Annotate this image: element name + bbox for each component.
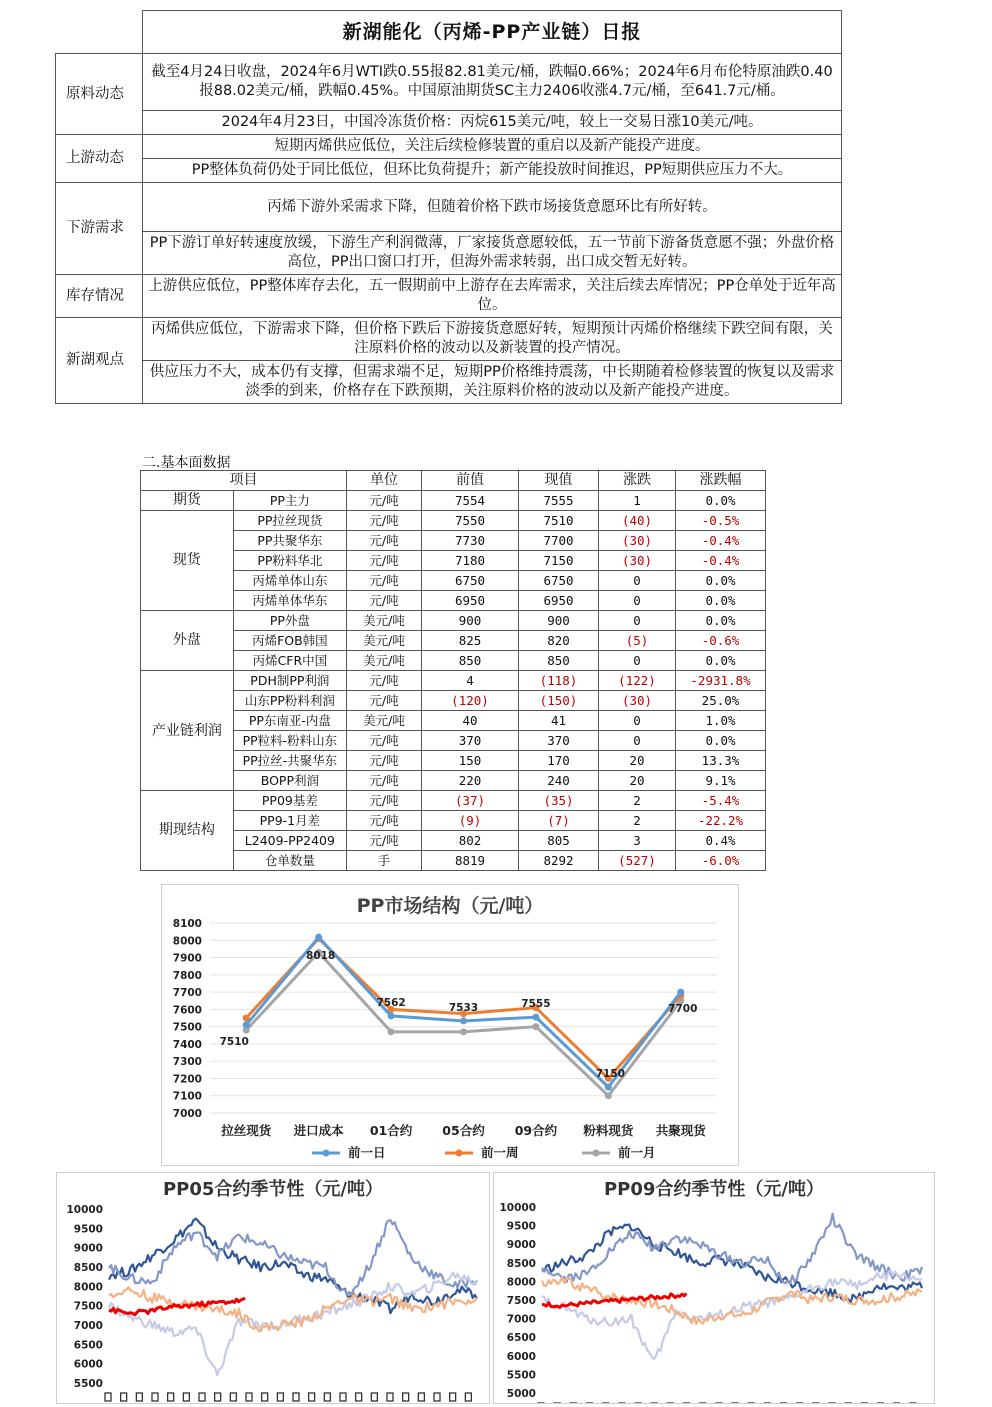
- table-cell: 825: [422, 631, 519, 651]
- legend-marker: [323, 1150, 330, 1157]
- table-cell: 美元/吨: [347, 651, 422, 671]
- table-cell: 元/吨: [347, 791, 422, 811]
- data-point: [605, 1084, 612, 1091]
- table-cell: (5): [599, 631, 676, 651]
- table-cell: -6.0%: [676, 851, 766, 871]
- table-cell: 7554: [422, 491, 519, 511]
- market-structure-chart: [161, 884, 739, 1166]
- table-cell: -22.2%: [676, 811, 766, 831]
- x-tick-box: [340, 1393, 346, 1401]
- x-tick-label: 09合约: [514, 1123, 558, 1138]
- legend-marker: [593, 1150, 600, 1157]
- table-cell: (527): [599, 851, 676, 871]
- y-tick-label: 7200: [172, 1073, 202, 1086]
- report-text: 短期丙烯供应低位，关注后续检修装置的重启以及新产能投产进度。: [143, 135, 842, 159]
- group-label: 期现结构: [141, 791, 234, 871]
- table-cell: 220: [422, 771, 519, 791]
- x-tick-box: [465, 1393, 471, 1401]
- table-cell: 900: [422, 611, 519, 631]
- x-tick-label: 进口成本: [293, 1123, 344, 1138]
- table-cell: 元/吨: [347, 831, 422, 851]
- table-cell: 150: [422, 751, 519, 771]
- table-cell: 0.0%: [676, 571, 766, 591]
- y-tick-label: 7500: [73, 1300, 103, 1313]
- table-cell: 美元/吨: [347, 611, 422, 631]
- market-structure-svg: [162, 885, 738, 1165]
- y-tick-label: 7000: [73, 1320, 103, 1332]
- table-cell: (120): [422, 691, 519, 711]
- table-cell: 6950: [519, 591, 599, 611]
- y-tick-label: 7800: [172, 969, 202, 982]
- y-tick-label: 9000: [506, 1239, 536, 1252]
- table-cell: 240: [519, 771, 599, 791]
- group-label: 期货: [141, 491, 234, 511]
- x-tick-box: [246, 1393, 252, 1401]
- table-cell: (7): [519, 811, 599, 831]
- table-row: [141, 851, 766, 871]
- data-label: 7533: [448, 1001, 479, 1014]
- legend-label: 前一日: [348, 1145, 386, 1160]
- table-cell: 20: [599, 771, 676, 791]
- table-cell: (9): [422, 811, 519, 831]
- table-cell: -2931.8%: [676, 671, 766, 691]
- table-cell: -0.6%: [676, 631, 766, 651]
- table-row: [141, 711, 766, 731]
- table-cell: 元/吨: [347, 531, 422, 551]
- table-cell: 850: [422, 651, 519, 671]
- table-row: [141, 771, 766, 791]
- table-cell: (30): [599, 531, 676, 551]
- table-cell: 7180: [422, 551, 519, 571]
- report-text: 截至4月24日收盘，2024年6月WTI跌0.55报82.81美元/桶，跌幅0.66%；2024年6月布伦特原油跌0.40报88.02美元/桶，跌幅0.45%。中国原油期货SC主力2406收涨4.7元/桶，至641.7元/桶。: [143, 54, 842, 111]
- table-cell: 元/吨: [347, 511, 422, 531]
- table-cell: 丙烯单体华东: [233, 591, 346, 611]
- table-cell: 0.0%: [676, 651, 766, 671]
- report-text: 上游供应低位，PP整体库存去化，五一假期前中上游存在去库需求，关注后续去库情况；PP仓单处于近年高位。: [143, 275, 842, 318]
- table-cell: 0.0%: [676, 491, 766, 511]
- table-cell: (40): [599, 511, 676, 531]
- x-tick-box: [371, 1393, 377, 1401]
- table-cell: 820: [519, 631, 599, 651]
- x-tick-label: 粉料现货: [583, 1123, 634, 1138]
- table-cell: 0: [599, 571, 676, 591]
- x-tick-box: [215, 1393, 221, 1401]
- table-cell: 805: [519, 831, 599, 851]
- x-tick-box: [105, 1393, 111, 1401]
- table-cell: (35): [519, 791, 599, 811]
- table-header: 项目: [141, 471, 347, 491]
- report-category: 库存情况: [56, 275, 143, 318]
- data-point: [677, 989, 684, 996]
- table-header: 前值: [422, 471, 519, 491]
- table-cell: 美元/吨: [347, 711, 422, 731]
- report-text: 2024年4月23日，中国冷冻货价格：丙烷615美元/吨，较上一交易日涨10美元/吨。: [143, 111, 842, 135]
- report-category: 原料动态: [56, 54, 143, 135]
- table-cell: 20: [599, 751, 676, 771]
- table-row: [141, 691, 766, 711]
- y-tick-label: 7900: [172, 952, 202, 965]
- table-row: [141, 571, 766, 591]
- table-cell: PP拉丝现货: [233, 511, 346, 531]
- table-cell: 8292: [519, 851, 599, 871]
- y-tick-label: 5500: [73, 1378, 103, 1390]
- table-row: [141, 551, 766, 571]
- y-tick-label: 6500: [506, 1332, 536, 1345]
- legend-marker: [456, 1150, 463, 1157]
- chart-title: PP市场结构（元/吨）: [356, 895, 544, 917]
- section-title: 二.基本面数据: [142, 455, 231, 471]
- data-label: 7555: [521, 998, 551, 1011]
- table-cell: PP粉料华北: [233, 551, 346, 571]
- x-tick-box: [450, 1393, 456, 1401]
- table-cell: -5.4%: [676, 791, 766, 811]
- table-row: [141, 831, 766, 851]
- x-tick-box: [434, 1393, 440, 1401]
- table-cell: PP主力: [233, 491, 346, 511]
- table-row: [141, 791, 766, 811]
- y-tick-label: 8000: [506, 1276, 536, 1289]
- x-tick-box: [152, 1393, 158, 1401]
- y-tick-label: 7100: [172, 1090, 202, 1103]
- x-tick-box: [309, 1393, 315, 1401]
- y-tick-label: 8000: [73, 1281, 103, 1294]
- legend-label: 前一周: [481, 1145, 519, 1160]
- table-cell: 丙烯单体山东: [233, 571, 346, 591]
- report-text: PP下游订单好转速度放缓，下游生产利润微薄，厂家接货意愿较低，五一节前下游备货意愿不强；外盘价格高位，PP出口窗口打开，但海外需求转弱，出口成交暂无好转。: [143, 232, 842, 275]
- table-cell: 850: [519, 651, 599, 671]
- table-cell: (118): [519, 671, 599, 691]
- table-row: [141, 631, 766, 651]
- table-cell: -0.4%: [676, 551, 766, 571]
- data-point: [388, 1012, 395, 1019]
- group-label: 外盘: [141, 611, 234, 671]
- table-cell: (30): [599, 691, 676, 711]
- table-cell: 0: [599, 611, 676, 631]
- table-row: [141, 491, 766, 511]
- table-row: [141, 731, 766, 751]
- table-cell: (122): [599, 671, 676, 691]
- chart-title: PP05合约季节性（元/吨）: [162, 1179, 384, 1200]
- y-tick-label: 9000: [73, 1242, 103, 1255]
- table-row: [141, 751, 766, 771]
- table-cell: 370: [422, 731, 519, 751]
- y-tick-label: 7000: [172, 1108, 202, 1120]
- table-cell: 7555: [519, 491, 599, 511]
- table-cell: 900: [519, 611, 599, 631]
- table-header: 涨跌: [599, 471, 676, 491]
- pp05-seasonal-svg: [57, 1173, 489, 1403]
- x-tick-box: [121, 1393, 127, 1401]
- blank-cell: [56, 11, 143, 54]
- data-point: [388, 1028, 395, 1035]
- table-cell: 元/吨: [347, 591, 422, 611]
- table-cell: 元/吨: [347, 571, 422, 591]
- table-cell: 0.0%: [676, 611, 766, 631]
- report-text: PP整体负荷仍处于同比低位，但环比负荷提升；新产能投放时间推迟，PP短期供应压力不大。: [143, 159, 842, 183]
- x-tick-box: [230, 1393, 236, 1401]
- table-row: [141, 671, 766, 691]
- y-tick-label: 7000: [506, 1313, 536, 1326]
- x-tick-box: [324, 1393, 330, 1401]
- y-tick-label: 7600: [172, 1004, 202, 1017]
- y-tick-label: 6500: [73, 1339, 103, 1352]
- x-tick-box: [183, 1393, 189, 1401]
- table-cell: 山东PP粉料利润: [233, 691, 346, 711]
- table-row: [141, 531, 766, 551]
- fundamental-data-table: [140, 470, 766, 871]
- data-point: [532, 1023, 539, 1030]
- report-table: [55, 10, 842, 404]
- y-tick-label: 7700: [172, 987, 202, 1000]
- table-cell: -0.4%: [676, 531, 766, 551]
- data-point: [532, 1014, 539, 1021]
- report-category: 新湖观点: [56, 318, 143, 404]
- x-tick-box: [418, 1393, 424, 1401]
- table-cell: 40: [422, 711, 519, 731]
- table-cell: 7730: [422, 531, 519, 551]
- y-tick-label: 9500: [73, 1223, 103, 1236]
- table-cell: 3: [599, 831, 676, 851]
- table-cell: PP东南亚-内盘: [233, 711, 346, 731]
- y-tick-label: 8500: [506, 1257, 536, 1270]
- table-cell: 7150: [519, 551, 599, 571]
- x-tick-box: [136, 1393, 142, 1401]
- table-cell: BOPP利润: [233, 771, 346, 791]
- table-cell: 手: [347, 851, 422, 871]
- seasonal-series-line: [542, 1214, 922, 1284]
- y-tick-label: 10000: [66, 1204, 103, 1216]
- seasonal-series-line: [109, 1220, 477, 1295]
- x-tick-box: [168, 1393, 174, 1401]
- data-point: [243, 1021, 250, 1028]
- table-header: 现值: [519, 471, 599, 491]
- table-cell: 0.0%: [676, 591, 766, 611]
- table-cell: PP9-1月差: [233, 811, 346, 831]
- y-tick-label: 10000: [499, 1202, 536, 1214]
- x-tick-box: [199, 1393, 205, 1401]
- table-cell: 0.0%: [676, 731, 766, 751]
- y-tick-label: 8500: [73, 1262, 103, 1274]
- x-tick-box: [387, 1393, 393, 1401]
- x-tick-label: 05合约: [442, 1123, 485, 1138]
- table-cell: 9.1%: [676, 771, 766, 791]
- table-cell: PP共聚华东: [233, 531, 346, 551]
- table-header: 单位: [347, 471, 422, 491]
- table-cell: 0: [599, 731, 676, 751]
- y-tick-label: 6000: [506, 1350, 536, 1363]
- table-cell: -0.5%: [676, 511, 766, 531]
- x-tick-box: [293, 1393, 299, 1401]
- table-cell: PDH制PP利润: [233, 671, 346, 691]
- chart-title: PP09合约季节性（元/吨）: [603, 1179, 825, 1200]
- table-cell: 6950: [422, 591, 519, 611]
- table-cell: PP粒料-粉料山东: [233, 731, 346, 751]
- x-tick-box: [262, 1393, 268, 1401]
- report-title: 新湖能化（丙烯-PP产业链）日报: [143, 11, 842, 54]
- y-tick-label: 8000: [172, 935, 202, 948]
- table-cell: 0.4%: [676, 831, 766, 851]
- table-cell: (37): [422, 791, 519, 811]
- x-tick-label: 拉丝现货: [221, 1123, 272, 1138]
- data-label: 8018: [306, 950, 336, 963]
- y-tick-label: 6000: [73, 1358, 103, 1371]
- report-category: 下游需求: [56, 183, 143, 275]
- y-tick-label: 5000: [506, 1388, 536, 1400]
- table-cell: 7700: [519, 531, 599, 551]
- table-row: [141, 591, 766, 611]
- table-cell: (150): [519, 691, 599, 711]
- table-cell: 170: [519, 751, 599, 771]
- x-tick-box: [356, 1393, 362, 1401]
- table-cell: 元/吨: [347, 771, 422, 791]
- data-point: [460, 1028, 467, 1035]
- table-cell: 0: [599, 711, 676, 731]
- table-cell: 2: [599, 811, 676, 831]
- table-cell: 1: [599, 491, 676, 511]
- data-point: [460, 1017, 467, 1024]
- y-tick-label: 7500: [506, 1295, 536, 1307]
- table-cell: 元/吨: [347, 551, 422, 571]
- y-tick-label: 7300: [172, 1056, 202, 1069]
- x-tick-label: 共聚现货: [655, 1123, 706, 1138]
- seasonal-series-line: [542, 1271, 922, 1359]
- report-text: 丙烯供应低位，下游需求下降，但价格下跌后下游接货意愿好转，短期预计丙烯价格继续下跌空间有限，关注原料价格的波动以及新装置的投产情况。: [143, 318, 842, 361]
- data-label: 7700: [668, 1003, 698, 1016]
- y-tick-label: 7500: [172, 1021, 202, 1034]
- table-cell: 2: [599, 791, 676, 811]
- table-cell: 6750: [519, 571, 599, 591]
- data-label: 7562: [376, 996, 406, 1009]
- x-tick-box: [277, 1393, 283, 1401]
- table-cell: 41: [519, 711, 599, 731]
- table-cell: 370: [519, 731, 599, 751]
- x-tick-box: [403, 1393, 409, 1401]
- y-tick-label: 7400: [172, 1038, 202, 1051]
- table-row: [141, 651, 766, 671]
- table-cell: 7550: [422, 511, 519, 531]
- x-tick-label: 01合约: [369, 1123, 413, 1138]
- table-cell: 13.3%: [676, 751, 766, 771]
- table-cell: 元/吨: [347, 731, 422, 751]
- table-cell: PP拉丝-共聚华东: [233, 751, 346, 771]
- table-cell: 丙烯CFR中国: [233, 651, 346, 671]
- table-cell: 元/吨: [347, 811, 422, 831]
- table-cell: 元/吨: [347, 671, 422, 691]
- data-label: 7150: [595, 1068, 625, 1081]
- data-point: [605, 1092, 612, 1099]
- table-cell: 元/吨: [347, 691, 422, 711]
- data-label: 7510: [219, 1035, 249, 1048]
- table-row: [141, 611, 766, 631]
- table-cell: PP09基差: [233, 791, 346, 811]
- table-cell: L2409-PP2409: [233, 831, 346, 851]
- y-tick-label: 8100: [172, 918, 202, 930]
- table-cell: 美元/吨: [347, 631, 422, 651]
- table-cell: 7510: [519, 511, 599, 531]
- table-cell: 0: [599, 591, 676, 611]
- table-cell: 仓单数量: [233, 851, 346, 871]
- group-label: 产业链利润: [141, 671, 234, 791]
- table-cell: 元/吨: [347, 751, 422, 771]
- table-row: [141, 511, 766, 531]
- table-cell: 1.0%: [676, 711, 766, 731]
- table-cell: PP外盘: [233, 611, 346, 631]
- report-category: 上游动态: [56, 135, 143, 183]
- report-text: 丙烯下游外采需求下降，但随着价格下跌市场接货意愿环比有所好转。: [143, 183, 842, 232]
- table-cell: 0: [599, 651, 676, 671]
- table-cell: 4: [422, 671, 519, 691]
- table-header: 涨跌幅: [676, 471, 766, 491]
- report-text: 供应压力不大，成本仍有支撑，但需求端不足，短期PP价格维持震荡，中长期随着检修装置的恢复以及需求淡季的到来，价格存在下跌预期，关注原料价格的波动以及新产能投产进度。: [143, 361, 842, 404]
- pp05-seasonal-chart: [56, 1172, 490, 1404]
- table-row: [141, 811, 766, 831]
- data-point: [315, 934, 322, 941]
- table-cell: 6750: [422, 571, 519, 591]
- table-cell: 8819: [422, 851, 519, 871]
- legend-label: 前一月: [618, 1145, 656, 1160]
- pp09-seasonal-svg: [494, 1173, 934, 1403]
- table-cell: (30): [599, 551, 676, 571]
- group-label: 现货: [141, 511, 234, 611]
- table-cell: 25.0%: [676, 691, 766, 711]
- table-cell: 丙烯FOB韩国: [233, 631, 346, 651]
- table-cell: 元/吨: [347, 491, 422, 511]
- y-tick-label: 5500: [506, 1369, 536, 1382]
- y-tick-label: 9500: [506, 1220, 536, 1233]
- table-cell: 802: [422, 831, 519, 851]
- pp09-seasonal-chart: [493, 1172, 935, 1404]
- seasonal-series-line: [542, 1277, 922, 1324]
